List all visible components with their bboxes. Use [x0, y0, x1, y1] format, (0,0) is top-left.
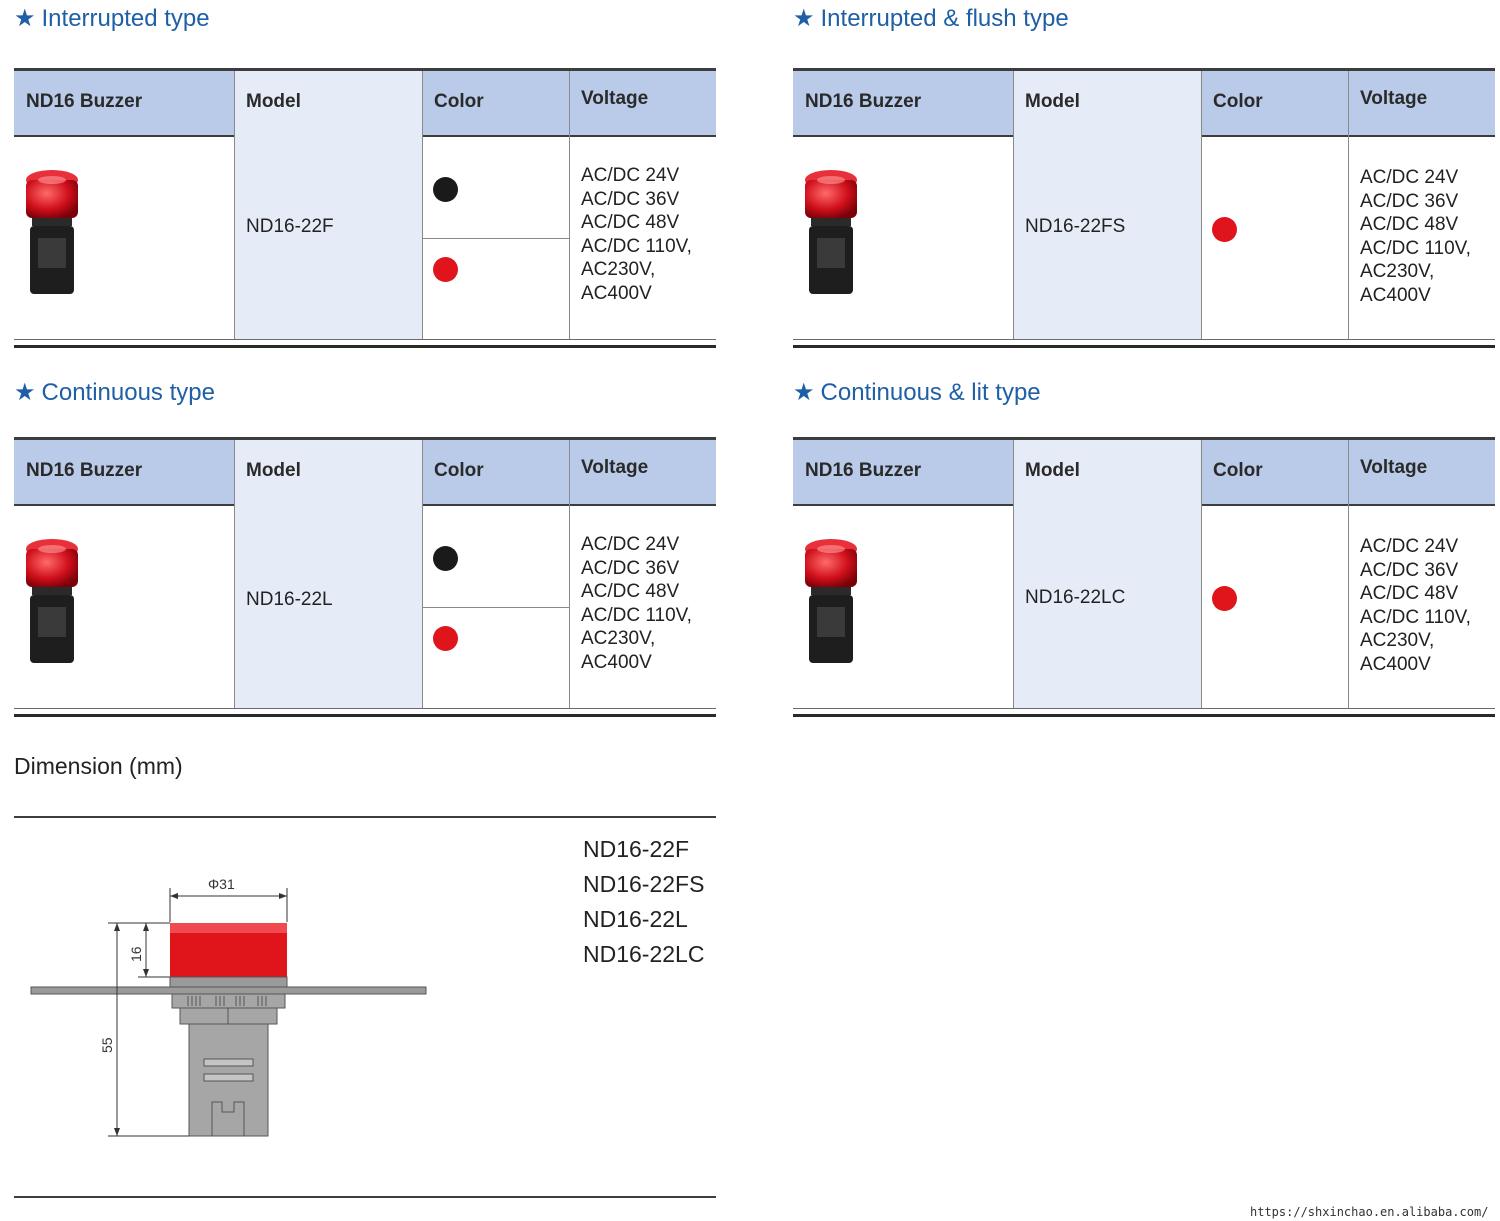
color-dot-red — [433, 257, 458, 282]
voltage-item: AC/DC 24V — [581, 534, 680, 555]
header-product: ND16 Buzzer — [805, 91, 922, 112]
table-bottom-rule — [793, 339, 1495, 340]
color-dot-red — [433, 626, 458, 651]
model-value: ND16-22F — [246, 216, 334, 237]
header-color: Color — [434, 460, 484, 481]
header-color: Color — [434, 91, 484, 112]
header-color: Color — [1213, 460, 1263, 481]
buzzer-product-image — [801, 168, 861, 298]
voltage-item: AC400V — [581, 282, 652, 304]
column-divider — [422, 440, 423, 708]
spec-table — [793, 68, 1495, 348]
table-bottom-rule — [14, 345, 716, 348]
star-icon: ★ — [14, 5, 36, 32]
voltage-item: AC230V, — [1360, 630, 1435, 652]
color-row-divider — [422, 238, 569, 239]
color-dot-black — [433, 177, 458, 202]
header-voltage: Voltage — [1360, 88, 1428, 109]
color-dot-black — [433, 546, 458, 571]
spec-table — [793, 437, 1495, 717]
voltage-list — [581, 533, 692, 675]
column-divider — [1201, 71, 1202, 339]
voltage-item: AC400V — [1360, 653, 1431, 675]
column-divider — [422, 71, 423, 339]
voltage-item: AC230V, — [1360, 261, 1435, 283]
header-color: Color — [1213, 91, 1263, 112]
voltage-list — [1360, 166, 1471, 308]
header-model: Model — [246, 460, 301, 481]
column-divider — [234, 71, 235, 339]
column-divider — [1013, 440, 1014, 708]
voltage-item: AC/DC 36V — [581, 188, 680, 210]
table-bottom-rule — [14, 708, 716, 709]
voltage-item: AC400V — [581, 651, 652, 673]
column-divider — [1348, 440, 1349, 708]
column-divider — [1013, 71, 1014, 339]
buzzer-product-image — [801, 537, 861, 667]
table-bottom-rule — [793, 708, 1495, 709]
voltage-item: AC/DC 48V — [1360, 214, 1459, 236]
dimension-model-list — [583, 832, 704, 972]
voltage-item: AC/DC 48V — [581, 212, 680, 234]
header-voltage: Voltage — [1360, 457, 1428, 478]
voltage-item: AC/DC 36V — [581, 557, 680, 579]
dimension-model-item: ND16-22LC — [583, 941, 705, 967]
model-value: ND16-22FS — [1025, 216, 1126, 237]
header-product: ND16 Buzzer — [26, 460, 143, 481]
spec-table — [14, 437, 716, 717]
column-divider — [234, 440, 235, 708]
dimension-model-item: ND16-22L — [583, 906, 688, 932]
footer-url[interactable]: https://shxinchao.en.alibaba.com/ — [1250, 1205, 1489, 1219]
header-model: Model — [1025, 460, 1080, 481]
color-row-divider — [422, 607, 569, 608]
voltage-list — [581, 164, 692, 306]
spec-table — [14, 68, 716, 348]
header-product: ND16 Buzzer — [805, 460, 922, 481]
column-divider — [1348, 71, 1349, 339]
voltage-item: AC230V, — [581, 259, 656, 281]
dimension-model-item: ND16-22F — [583, 836, 690, 862]
diameter-label: Φ31 — [208, 876, 235, 892]
voltage-list — [1360, 535, 1471, 677]
column-divider — [1201, 440, 1202, 708]
column-divider — [569, 440, 570, 708]
section-title: ★ Continuous type — [14, 379, 215, 406]
header-model: Model — [246, 91, 301, 112]
total-height-label: 55 — [99, 1037, 115, 1053]
section-title: ★ Continuous & lit type — [793, 379, 1041, 406]
buzzer-product-image — [22, 537, 82, 667]
table-bottom-rule — [793, 345, 1495, 348]
voltage-item: AC/DC 24V — [581, 165, 680, 186]
section-title: ★ Interrupted & flush type — [793, 5, 1069, 32]
voltage-item: AC/DC 36V — [1360, 559, 1459, 581]
table-bottom-rule — [793, 714, 1495, 717]
model-value: ND16-22L — [246, 589, 333, 610]
voltage-item: AC/DC 48V — [1360, 583, 1459, 605]
dimension-title: Dimension (mm) — [14, 753, 183, 779]
table-bottom-rule — [14, 714, 716, 717]
color-dot-red — [1212, 586, 1237, 611]
voltage-item: AC/DC 110V, — [581, 604, 692, 626]
voltage-item: AC230V, — [581, 628, 656, 650]
star-icon: ★ — [793, 379, 815, 406]
voltage-item: AC/DC 24V — [1360, 536, 1459, 557]
dimension-top-rule — [14, 816, 716, 818]
star-icon: ★ — [793, 5, 815, 32]
color-dot-red — [1212, 217, 1237, 242]
header-rule — [793, 135, 1013, 137]
voltage-item: AC/DC 24V — [1360, 167, 1459, 188]
section-title: ★ Interrupted type — [14, 5, 210, 32]
header-voltage: Voltage — [581, 88, 649, 109]
buzzer-product-image — [22, 168, 82, 298]
dimension-bottom-rule — [14, 1196, 716, 1198]
dimension-drawing — [20, 860, 440, 1150]
header-product: ND16 Buzzer — [26, 91, 143, 112]
voltage-item: AC/DC 110V, — [581, 235, 692, 257]
header-rule — [14, 135, 234, 137]
voltage-item: AC/DC 36V — [1360, 190, 1459, 212]
header-rule — [793, 504, 1013, 506]
cap-height-label: 16 — [128, 946, 144, 962]
voltage-item: AC/DC 110V, — [1360, 237, 1471, 259]
header-voltage: Voltage — [581, 457, 649, 478]
voltage-item: AC/DC 48V — [581, 581, 680, 603]
header-rule — [14, 504, 234, 506]
column-divider — [569, 71, 570, 339]
dimension-model-item: ND16-22FS — [583, 871, 705, 897]
model-value: ND16-22LC — [1025, 587, 1126, 608]
star-icon: ★ — [14, 379, 36, 406]
voltage-item: AC400V — [1360, 284, 1431, 306]
table-bottom-rule — [14, 339, 716, 340]
voltage-item: AC/DC 110V, — [1360, 606, 1471, 628]
header-model: Model — [1025, 91, 1080, 112]
